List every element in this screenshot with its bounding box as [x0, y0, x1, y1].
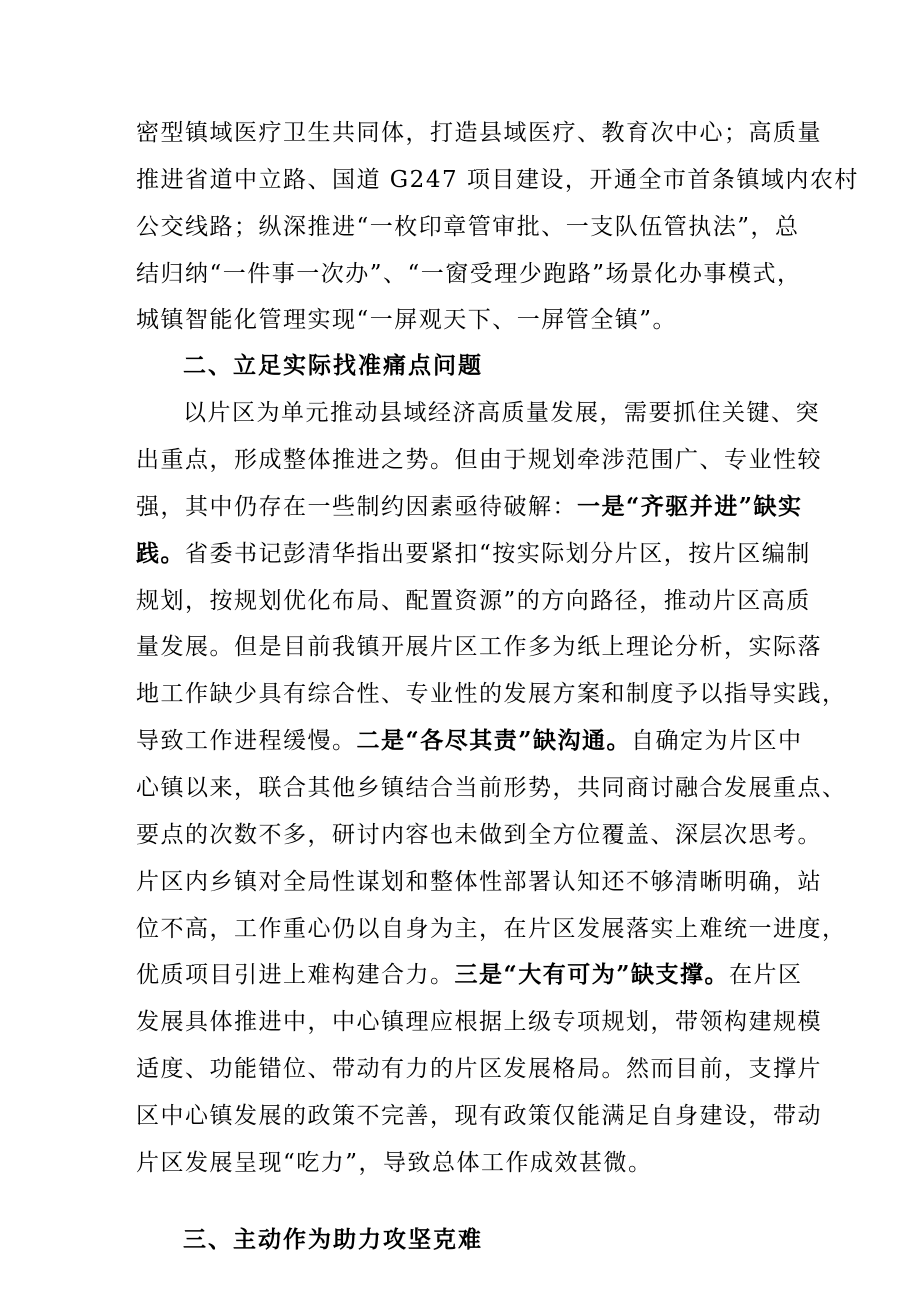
body-text: 省委书记彭清华指出要紧扣“按实际划分片区，按片区编制 — [185, 541, 811, 567]
body-text-line — [136, 534, 811, 574]
body-text-line: 以片区为单元推动县域经济高质量发展，需要抓住关键、突 — [183, 400, 820, 426]
body-text-line — [136, 487, 803, 527]
body-text-line: 要点的次数不多，研讨内容也未做到全方位覆盖、深层次思考。 — [136, 822, 822, 848]
section-heading: 三、主动作为助力攻坚克难 — [183, 1226, 483, 1253]
body-text-line — [136, 955, 803, 995]
body-text: 优质项目引进上难构建合力。 — [136, 962, 455, 988]
body-text-line: 片区发展呈现“吃力”，导致总体工作成效甚微。 — [136, 1150, 653, 1176]
body-text-line: 规划，按规划优化布局、配置资源”的方向路径，推动片区高质 — [136, 588, 811, 614]
body-text-line: 结归纳“一件事一次办”、“一窗受理少跑路”场景化办事模式， — [136, 261, 802, 287]
body-text-line: 量发展。但是目前我镇开展片区工作多为纸上理论分析，实际落 — [136, 634, 822, 660]
body-text-line: 发展具体推进中，中心镇理应根据上级专项规划，带领构建规模 — [136, 1009, 822, 1035]
body-text-line: 公交线路；纵深推进“一枚印章管审批、一支队伍管执法”，总 — [136, 214, 800, 240]
section-heading: 二、立足实际找准痛点问题 — [183, 352, 483, 379]
body-text-line: 出重点，形成整体推进之势。但由于规划牵涉范围广、专业性较 — [136, 447, 822, 473]
body-text: 在片区 — [728, 962, 803, 988]
body-text-line: 适度、功能错位、带动有力的片区发展格局。然而目前，支撑片 — [136, 1056, 822, 1082]
body-text-line: 城镇智能化管理实现“一屏观天下、一屏管全镇”。 — [136, 307, 678, 333]
body-text-line: 密型镇域医疗卫生共同体，打造县域医疗、教育次中心；高质量 — [136, 120, 822, 146]
body-text-line: 推进省道中立路、国道 G247 项目建设，开通全市首条镇域内农村 — [136, 167, 859, 193]
bold-emphasis-text: 三是“大有可为”缺支撑。 — [454, 961, 729, 988]
body-text-line: 心镇以来，联合其他乡镇结合当前形势，共同商讨融合发展重点、 — [136, 775, 847, 801]
body-text-line: 区中心镇发展的政策不完善，现有政策仅能满足自身建设，带动 — [136, 1103, 822, 1129]
body-text-line: 地工作缺少具有综合性、专业性的发展方案和制度予以指导实践， — [136, 681, 847, 707]
bold-emphasis-text: 践。 — [136, 540, 185, 567]
body-text-line: 片区内乡镇对全局性谋划和整体性部署认知还不够清晰明确，站 — [136, 869, 822, 895]
body-text-line: 位不高，工作重心仍以自身为主，在片区发展落实上难统一进度， — [136, 916, 847, 942]
body-text: 强，其中仍存在一些制约因素亟待破解： — [136, 494, 577, 520]
body-text: 自确定为片区中 — [630, 728, 803, 754]
bold-emphasis-text: 一是“齐驱并进”缺实 — [577, 493, 803, 520]
bold-emphasis-text: 二是“各尽其责”缺沟通。 — [356, 727, 631, 754]
body-text: 导致工作进程缓慢。 — [136, 728, 357, 754]
body-text-line — [136, 721, 803, 761]
